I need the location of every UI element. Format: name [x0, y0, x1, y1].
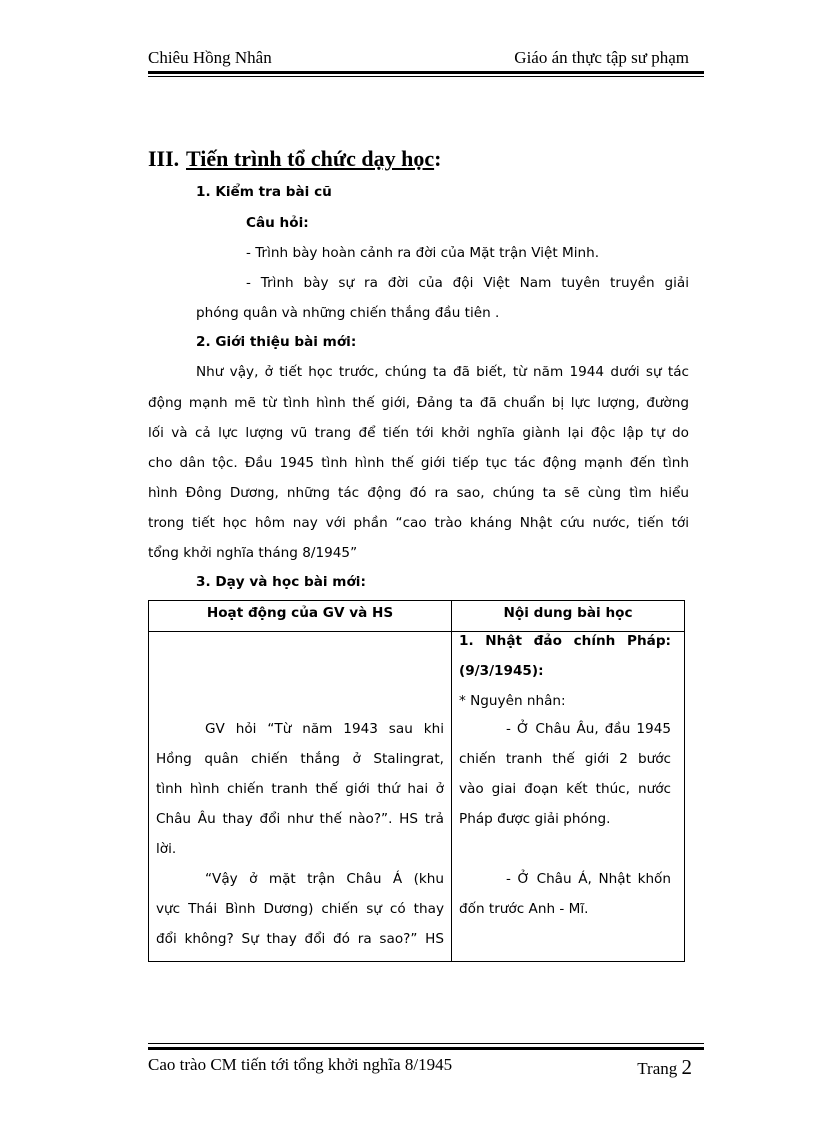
col2-asia-line: - Ở Châu Á, Nhật khốn — [506, 871, 671, 887]
intro-line: hình Đông Dương, những tác động đó ra sao, chúng ta sẽ cùng tìm hiểu — [148, 485, 689, 501]
intro-line: tổng khởi nghĩa tháng 8/1945” — [148, 545, 358, 561]
intro-line: Như vậy, ở tiết học trước, chúng ta đã biết, từ năm 1944 dưới sự tác — [196, 364, 689, 380]
section-colon: : — [434, 146, 442, 171]
col2-europe-line: Pháp được giải phóng. — [459, 811, 611, 827]
col2-europe-line: - Ở Châu Âu, đầu 1945 — [506, 721, 671, 737]
footer-title: Cao trào CM tiến tới tổng khởi nghĩa 8/1945 — [148, 1055, 453, 1074]
col2-heading-line2: (9/3/1945): — [459, 663, 544, 679]
question-1: - Trình bày hoàn cảnh ra đời của Mặt trận Việt Minh. — [246, 245, 600, 261]
col1-line: “Vậy ở mặt trận Châu Á (khu — [205, 871, 444, 887]
col1-line: lời. — [156, 841, 177, 857]
col2-header: Nội dung bài học — [503, 605, 633, 621]
section-title: Tiến trình tổ chức dạy học — [186, 146, 435, 171]
intro-line: trong tiết học hôm nay với phần “cao trào kháng Nhật cứu nước, tiến tới — [148, 515, 689, 531]
question-2-line2: phóng quân và những chiến thắng đầu tiên . — [196, 305, 500, 321]
section-number: III. — [148, 146, 180, 171]
question-label: Câu hỏi: — [246, 215, 309, 231]
col1-header: Hoạt động của GV và HS — [206, 605, 394, 621]
intro-line: cho dân tộc. Đầu 1945 tình hình thế giới tiếp tục tác động mạnh đến tình — [148, 455, 689, 471]
header-author: Chiêu Hồng Nhân — [148, 48, 272, 67]
col1-line: GV hỏi “Từ năm 1943 sau khi — [205, 721, 444, 737]
column-divider — [451, 601, 452, 961]
section-heading — [148, 146, 441, 172]
col1-line: Châu Âu thay đổi như thế nào?”. HS trả — [156, 811, 444, 827]
col2-europe-line: chiến tranh thế giới 2 bước — [459, 751, 671, 767]
col2-heading-line1: 1. Nhật đảo chính Pháp: — [459, 633, 671, 649]
intro-line: động mạnh mẽ từ tình hình thế giới, Đảng ta đã chuẩn bị lực lượng, đường — [148, 395, 689, 411]
lesson-table — [148, 600, 685, 962]
col1-line: đổi không? Sự thay đổi đó ra sao?” HS — [156, 931, 444, 947]
header-rule — [148, 71, 704, 74]
header-rule-thin — [148, 76, 704, 77]
col2-europe-line: vào giai đoạn kết thúc, nước — [459, 781, 671, 797]
page-header — [148, 48, 703, 70]
intro-line: lối và cả lực lượng vũ trang để tiến tới khởi nghĩa giành lại độc lập tự do — [148, 425, 689, 441]
page-number: 2 — [681, 1055, 692, 1079]
sub1-heading: 1. Kiểm tra bài cũ — [196, 184, 332, 200]
col2-asia-line: đốn trước Anh - Mĩ. — [459, 901, 589, 917]
col2-cause: * Nguyên nhân: — [459, 693, 566, 709]
header-title: Giáo án thực tập sư phạm — [514, 48, 689, 67]
sub2-heading: 2. Giới thiệu bài mới: — [196, 334, 357, 350]
footer-rule — [148, 1047, 704, 1050]
page-label: Trang — [637, 1059, 678, 1078]
sub3-heading: 3. Dạy và học bài mới: — [196, 574, 366, 590]
col1-line: tình hình chiến tranh thế giới thứ hai ở — [156, 781, 444, 797]
header-divider — [149, 631, 684, 632]
page-indicator — [637, 1055, 692, 1080]
footer-rule-thin — [148, 1043, 704, 1044]
col1-line: Hồng quân chiến thắng ở Stalingrat, — [156, 751, 444, 767]
col1-line: vực Thái Bình Dương) chiến sự có thay — [156, 901, 444, 917]
question-2-line1: - Trình bày sự ra đời của đội Việt Nam tuyên truyền giải — [246, 275, 689, 291]
